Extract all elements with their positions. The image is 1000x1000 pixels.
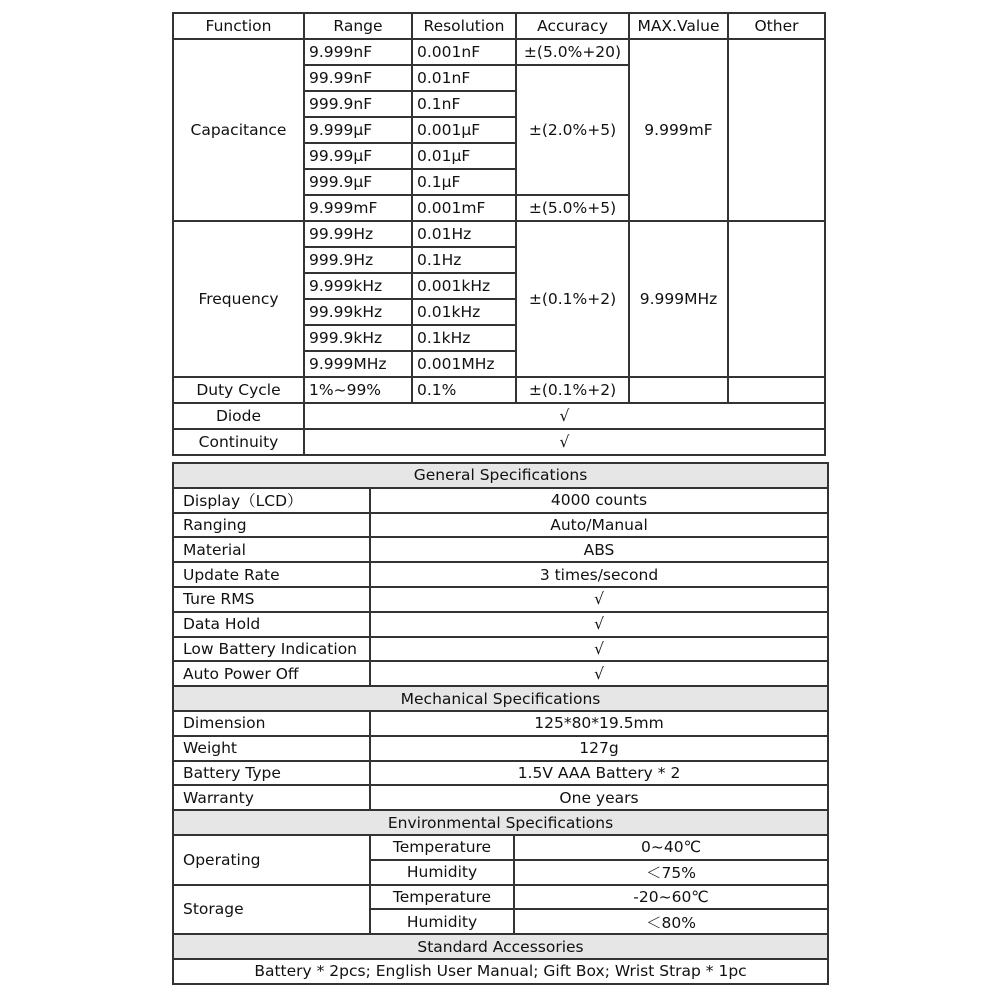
frequency-resolution: 0.001MHz <box>412 351 516 377</box>
table-row <box>173 513 828 538</box>
frequency-max-value: 9.999MHz <box>629 221 728 377</box>
spec-label: Battery Type <box>173 761 370 786</box>
table-row <box>173 835 828 860</box>
spec-label: Material <box>173 537 370 562</box>
spec-value: 127g <box>370 736 828 761</box>
operating-humidity-label: Humidity <box>370 860 514 885</box>
spec-label: Low Battery Indication <box>173 637 370 662</box>
frequency-range: 99.99Hz <box>304 221 412 247</box>
capacitance-resolution: 0.1nF <box>412 91 516 117</box>
header-accuracy: Accuracy <box>516 13 629 39</box>
frequency-resolution: 0.01Hz <box>412 221 516 247</box>
specifications-table <box>172 462 829 985</box>
spec-value: 3 times/second <box>370 562 828 587</box>
duty-cycle-max-value <box>629 377 728 403</box>
capacitance-max-value: 9.999mF <box>629 39 728 221</box>
table-row <box>173 377 825 403</box>
table-row <box>173 403 825 429</box>
capacitance-range: 999.9μF <box>304 169 412 195</box>
table-row <box>173 562 828 587</box>
operating-label: Operating <box>173 835 370 885</box>
storage-temperature-value: -20~60℃ <box>514 885 828 910</box>
table-row <box>173 761 828 786</box>
capacitance-range: 999.9nF <box>304 91 412 117</box>
section-header-row <box>173 810 828 835</box>
spec-value: √ <box>370 612 828 637</box>
accessories-value: Battery * 2pcs; English User Manual; Gift Box; Wrist Strap * 1pc <box>173 959 828 984</box>
frequency-accuracy: ±(0.1%+2) <box>516 221 629 377</box>
spec-label: Update Rate <box>173 562 370 587</box>
capacitance-resolution: 0.001nF <box>412 39 516 65</box>
spec-value: 1.5V AAA Battery * 2 <box>370 761 828 786</box>
frequency-range: 999.9kHz <box>304 325 412 351</box>
duty-cycle-range: 1%~99% <box>304 377 412 403</box>
table-row <box>173 587 828 612</box>
frequency-resolution: 0.1Hz <box>412 247 516 273</box>
operating-humidity-value: ＜75% <box>514 860 828 885</box>
frequency-range: 99.99kHz <box>304 299 412 325</box>
table-row <box>173 488 828 513</box>
spec-value: ABS <box>370 537 828 562</box>
table-row <box>173 711 828 736</box>
spec-label: Warranty <box>173 785 370 810</box>
operating-temperature-label: Temperature <box>370 835 514 860</box>
spec-value: √ <box>370 661 828 686</box>
continuity-check: √ <box>304 429 825 455</box>
capacitance-accuracy: ±(2.0%+5) <box>516 65 629 195</box>
section-header-row <box>173 463 828 488</box>
frequency-label: Frequency <box>173 221 304 377</box>
frequency-resolution: 0.1kHz <box>412 325 516 351</box>
table-row <box>173 537 828 562</box>
section-header-row <box>173 686 828 711</box>
duty-cycle-accuracy: ±(0.1%+2) <box>516 377 629 403</box>
frequency-other <box>728 221 825 377</box>
spec-label: Dimension <box>173 711 370 736</box>
spec-value: 125*80*19.5mm <box>370 711 828 736</box>
spec-label: Weight <box>173 736 370 761</box>
frequency-resolution: 0.001kHz <box>412 273 516 299</box>
duty-cycle-other <box>728 377 825 403</box>
storage-label: Storage <box>173 885 370 935</box>
frequency-range: 999.9Hz <box>304 247 412 273</box>
spec-label: Data Hold <box>173 612 370 637</box>
capacitance-range: 9.999μF <box>304 117 412 143</box>
spec-value: √ <box>370 587 828 612</box>
header-max-value: MAX.Value <box>629 13 728 39</box>
function-spec-table <box>172 12 826 456</box>
table-row <box>173 39 825 65</box>
capacitance-resolution: 0.01μF <box>412 143 516 169</box>
capacitance-resolution: 0.01nF <box>412 65 516 91</box>
spec-label: Auto Power Off <box>173 661 370 686</box>
header-range: Range <box>304 13 412 39</box>
table-row <box>173 785 828 810</box>
capacitance-accuracy: ±(5.0%+20) <box>516 39 629 65</box>
table-row <box>173 221 825 247</box>
header-function: Function <box>173 13 304 39</box>
mechanical-specs-heading: Mechanical Specifications <box>173 686 828 711</box>
storage-humidity-label: Humidity <box>370 909 514 934</box>
capacitance-range: 9.999nF <box>304 39 412 65</box>
accessories-heading: Standard Accessories <box>173 934 828 959</box>
duty-cycle-resolution: 0.1% <box>412 377 516 403</box>
spec-value: One years <box>370 785 828 810</box>
storage-humidity-value: ＜80% <box>514 909 828 934</box>
spec-label: Ranging <box>173 513 370 538</box>
spec-value: 4000 counts <box>370 488 828 513</box>
frequency-resolution: 0.01kHz <box>412 299 516 325</box>
capacitance-resolution: 0.001μF <box>412 117 516 143</box>
table-row <box>173 885 828 910</box>
table-row <box>173 637 828 662</box>
continuity-label: Continuity <box>173 429 304 455</box>
capacitance-range: 99.99μF <box>304 143 412 169</box>
environmental-specs-heading: Environmental Specifications <box>173 810 828 835</box>
table-row <box>173 661 828 686</box>
table-row <box>173 736 828 761</box>
duty-cycle-label: Duty Cycle <box>173 377 304 403</box>
table-row <box>173 612 828 637</box>
capacitance-range: 9.999mF <box>304 195 412 221</box>
spec-label: Ture RMS <box>173 587 370 612</box>
capacitance-resolution: 0.1μF <box>412 169 516 195</box>
spec-value: Auto/Manual <box>370 513 828 538</box>
diode-check: √ <box>304 403 825 429</box>
capacitance-resolution: 0.001mF <box>412 195 516 221</box>
capacitance-label: Capacitance <box>173 39 304 221</box>
general-specs-heading: General Specifications <box>173 463 828 488</box>
capacitance-other <box>728 39 825 221</box>
spec-value: √ <box>370 637 828 662</box>
storage-temperature-label: Temperature <box>370 885 514 910</box>
frequency-range: 9.999kHz <box>304 273 412 299</box>
header-other: Other <box>728 13 825 39</box>
frequency-range: 9.999MHz <box>304 351 412 377</box>
header-resolution: Resolution <box>412 13 516 39</box>
header-row <box>173 13 825 39</box>
capacitance-range: 99.99nF <box>304 65 412 91</box>
operating-temperature-value: 0~40℃ <box>514 835 828 860</box>
capacitance-accuracy: ±(5.0%+5) <box>516 195 629 221</box>
spec-label: Display（LCD） <box>173 488 370 513</box>
table-row <box>173 429 825 455</box>
table-row <box>173 959 828 984</box>
section-header-row <box>173 934 828 959</box>
diode-label: Diode <box>173 403 304 429</box>
